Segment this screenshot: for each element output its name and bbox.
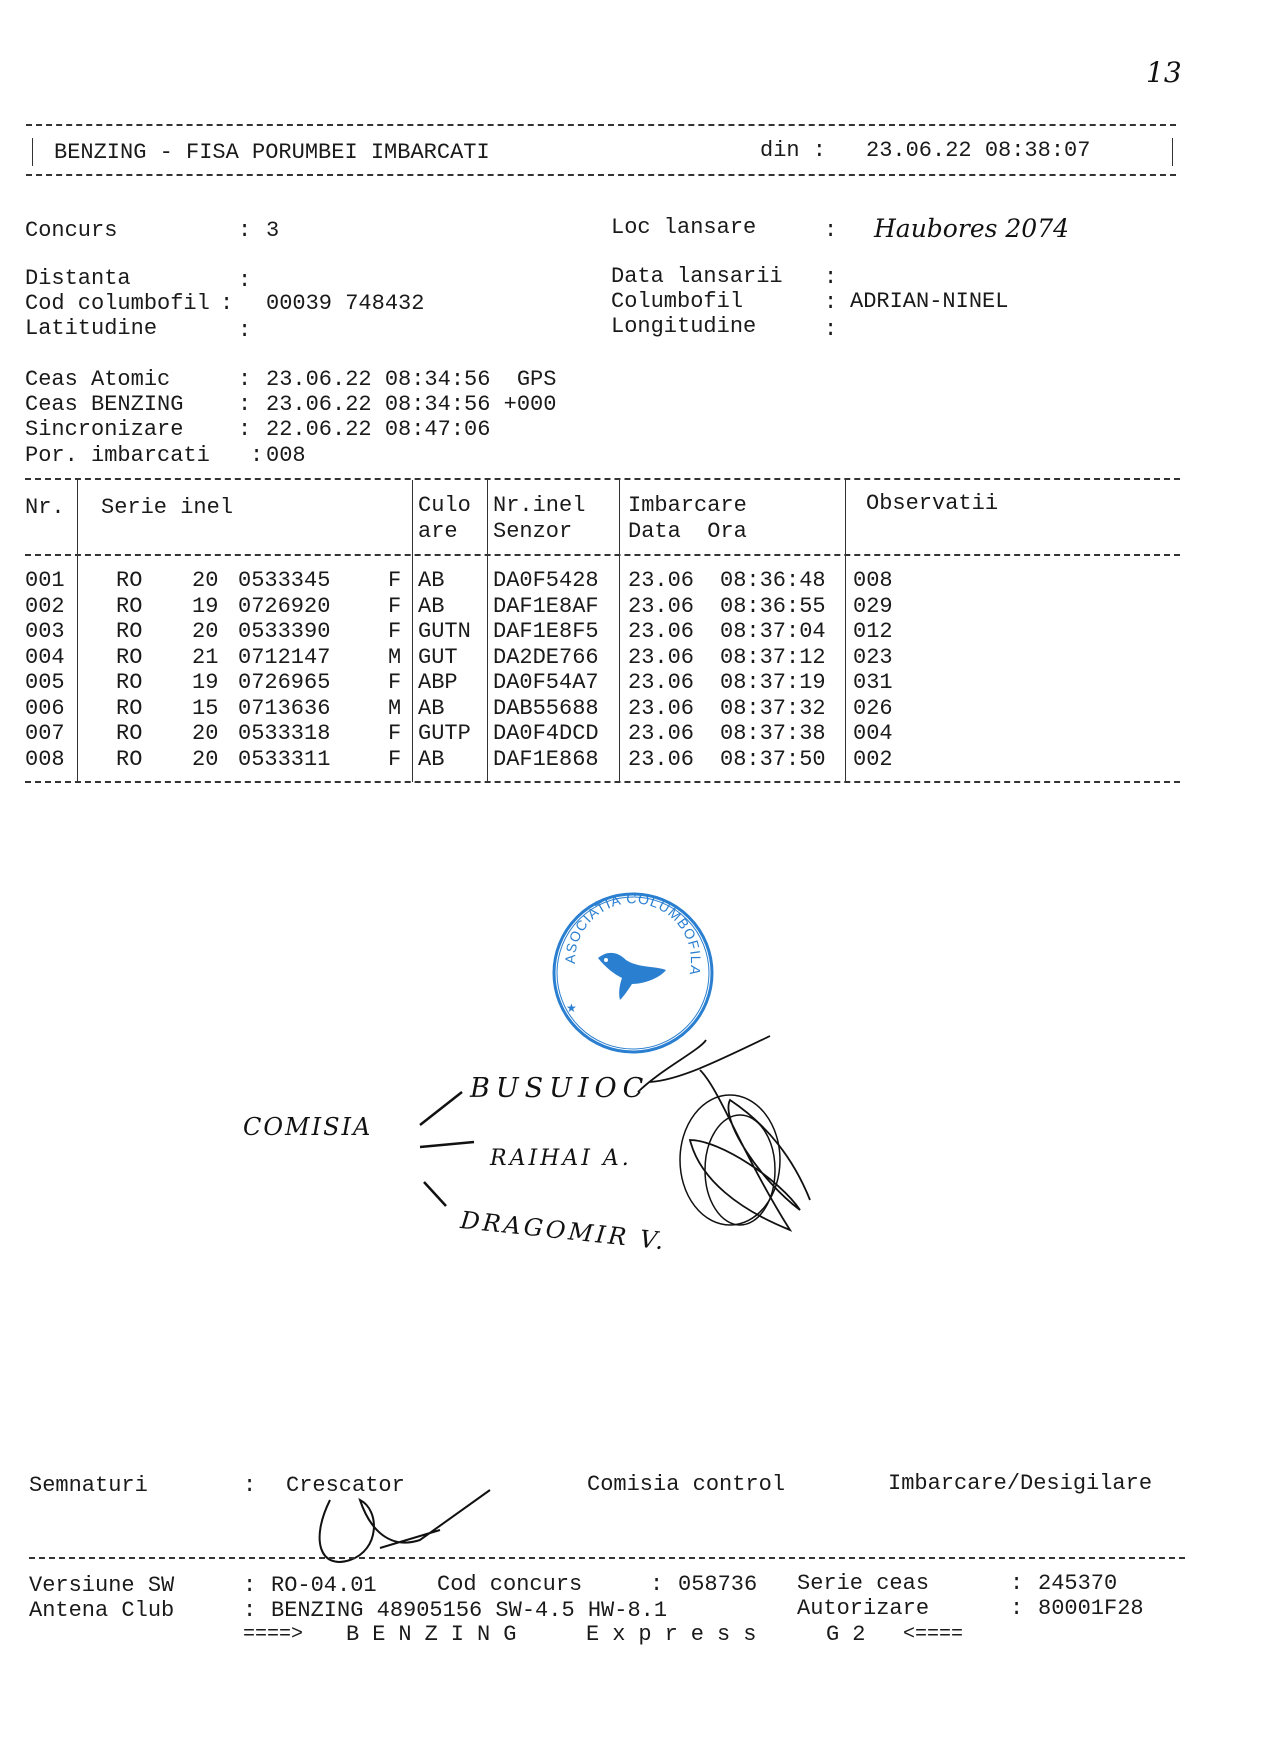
colon: : (238, 392, 252, 417)
cell-an: 20 (192, 746, 219, 772)
por-imbarcati-value: 008 (266, 443, 306, 468)
cod-concurs-value: 058736 (678, 1572, 758, 1597)
cell-obs: 002 (853, 746, 893, 772)
colon: : (824, 218, 838, 243)
loc-lansare-label: Loc lansare (611, 215, 757, 240)
brand-g2: G2 (826, 1622, 879, 1647)
cell-sex: F (388, 670, 402, 695)
ceas-benzing-value: 23.06.22 08:34:56 +000 (266, 392, 557, 417)
cell-culoare: AB (418, 695, 445, 721)
signature-loop (705, 1115, 775, 1225)
ceas-atomic-value: 23.06.22 08:34:56 GPS (266, 367, 557, 392)
stamp-star-icon: ★ (566, 1001, 577, 1015)
report-date-value: 23.06.22 08:38:07 (866, 138, 1091, 163)
autorizare-label: Autorizare (797, 1596, 930, 1621)
cell-nr: 004 (25, 644, 65, 670)
cell-senzor: DAF1E8AF (493, 593, 599, 619)
brand-benzing: BENZING (346, 1622, 530, 1647)
cell-inel: 0533390 (238, 619, 331, 644)
brand-arrow-right: <==== (903, 1623, 964, 1646)
col-header-observatii: Observatii (866, 491, 999, 516)
colon: : (243, 1573, 257, 1598)
cell-culoare: AB (418, 593, 445, 619)
colon: : (1010, 1596, 1024, 1621)
cell-senzor: DA0F4DCD (493, 721, 599, 746)
cell-ora: 08:37:19 (720, 670, 826, 695)
cell-an: 20 (192, 721, 219, 746)
cell-obs: 012 (853, 619, 893, 644)
sincronizare-value: 22.06.22 08:47:06 (266, 417, 491, 442)
cell-senzor: DA0F54A7 (493, 670, 599, 695)
cell-nr: 001 (25, 568, 65, 593)
cell-sex: F (388, 593, 402, 619)
col-header-nr-inel-2: Senzor (493, 519, 573, 544)
cell-inel: 0533318 (238, 721, 331, 746)
cell-obs: 026 (853, 695, 893, 721)
bracket-stroke-bottom (424, 1182, 446, 1206)
cell-ora: 08:36:55 (720, 593, 826, 619)
cell-data: 23.06 (628, 644, 695, 670)
col-header-serie-inel: Serie inel (101, 495, 234, 520)
cell-an: 20 (192, 568, 219, 593)
columbofil-value: ADRIAN-NINEL (850, 289, 1009, 314)
colon: : (238, 417, 252, 442)
cell-senzor: DAB55688 (493, 695, 599, 721)
latitudine-label: Latitudine (25, 316, 158, 341)
page-number: 13 (1146, 56, 1182, 89)
distanta-label: Distanta (25, 266, 131, 291)
cell-culoare: AB (418, 746, 445, 772)
por-imbarcati-label: Por. imbarcati (25, 443, 210, 468)
cell-data: 23.06 (628, 670, 695, 695)
cell-obs: 004 (853, 721, 893, 746)
commission-member-2: RAIHAI A. (490, 1146, 632, 1171)
cell-data: 23.06 (628, 721, 695, 746)
colon: : (238, 318, 252, 343)
serie-ceas-label: Serie ceas (797, 1571, 930, 1596)
cell-an: 20 (192, 619, 219, 644)
signature-imbarcare-desigilare: Imbarcare/Desigilare (888, 1471, 1153, 1496)
cell-senzor: DA2DE766 (493, 644, 599, 670)
brand-arrow-left: ====> (243, 1623, 304, 1646)
cell-ora: 08:37:50 (720, 746, 826, 772)
report-date-label: din : (760, 138, 827, 163)
signature-crescator: Crescator (286, 1473, 405, 1498)
cell-culoare: GUT (418, 644, 458, 670)
cell-culoare: AB (418, 568, 445, 593)
col-header-nr-inel-1: Nr.inel (493, 493, 586, 518)
cell-data: 23.06 (628, 695, 695, 721)
data-lansarii-label: Data lansarii (611, 264, 783, 289)
bracket-stroke-top (420, 1092, 462, 1125)
versiune-value: RO-04.01 (271, 1573, 377, 1598)
signature-comisia-control: Comisia control (587, 1472, 786, 1497)
cell-data: 23.06 (628, 593, 695, 619)
cell-senzor: DAF1E8F5 (493, 619, 599, 644)
longitudine-label: Longitudine (611, 314, 757, 339)
cell-sex: M (388, 644, 402, 670)
cell-nr: 007 (25, 721, 65, 746)
footer-rule (29, 1557, 1185, 1559)
cell-culoare: GUTN (418, 619, 471, 644)
antena-label: Antena Club (29, 1598, 175, 1623)
cell-data: 23.06 (628, 746, 695, 772)
cell-tara: RO (116, 593, 143, 619)
cod-concurs-label: Cod concurs (437, 1572, 583, 1597)
brand-express: Express (586, 1622, 770, 1647)
cell-tara: RO (116, 568, 143, 593)
cell-ora: 08:37:32 (720, 695, 826, 721)
cell-sex: F (388, 746, 402, 772)
cell-obs: 031 (853, 670, 893, 695)
breeder-signature (320, 1490, 490, 1562)
cell-nr: 008 (25, 746, 65, 772)
colon: : (243, 1473, 257, 1498)
colon: : (250, 443, 264, 468)
cell-an: 21 (192, 644, 219, 670)
col-header-imbarcare-1: Imbarcare (628, 493, 747, 518)
cell-inel: 0712147 (238, 644, 331, 670)
cell-an: 15 (192, 695, 219, 721)
cell-nr: 005 (25, 670, 65, 695)
cell-ora: 08:36:48 (720, 568, 826, 593)
colon: : (238, 367, 252, 392)
col-header-culoare-1: Culo (418, 493, 471, 518)
col-header-imbarcare-2: Data Ora (628, 519, 747, 544)
versiune-label: Versiune SW (29, 1573, 175, 1598)
cell-inel: 0726965 (238, 670, 331, 695)
cell-inel: 0533311 (238, 746, 331, 772)
cell-nr: 006 (25, 695, 65, 721)
cell-nr: 003 (25, 619, 65, 644)
cell-data: 23.06 (628, 568, 695, 593)
cell-tara: RO (116, 619, 143, 644)
cell-an: 19 (192, 593, 219, 619)
cell-an: 19 (192, 670, 219, 695)
cell-sex: F (388, 721, 402, 746)
ceas-benzing-label: Ceas BENZING (25, 392, 184, 417)
cell-ora: 08:37:12 (720, 644, 826, 670)
col-header-culoare-2: are (418, 519, 458, 544)
cell-sex: F (388, 619, 402, 644)
cell-ora: 08:37:38 (720, 721, 826, 746)
cell-tara: RO (116, 644, 143, 670)
cod-columbofil-label: Cod columbofil (25, 291, 210, 316)
colon: : (824, 290, 838, 315)
commission-member-3: DRAGOMIR V. (459, 1206, 668, 1256)
cell-ora: 08:37:04 (720, 619, 826, 644)
cell-sex: F (388, 568, 402, 593)
commission-signature (638, 1036, 810, 1230)
col-header-nr: Nr. (25, 495, 65, 520)
cell-senzor: DA0F5428 (493, 568, 599, 593)
commission-label: COMISIA (243, 1113, 373, 1141)
cell-senzor: DAF1E868 (493, 746, 599, 772)
cell-inel: 0533345 (238, 568, 331, 593)
cell-obs: 029 (853, 593, 893, 619)
cell-obs: 008 (853, 568, 893, 593)
report-title: BENZING - FISA PORUMBEI IMBARCATI (54, 140, 490, 165)
colon: : (824, 265, 838, 290)
cell-inel: 0713636 (238, 695, 331, 721)
cell-tara: RO (116, 695, 143, 721)
commission-member-1: BUSUIOC (470, 1073, 650, 1104)
cell-data: 23.06 (628, 619, 695, 644)
autorizare-value: 80001F28 (1038, 1596, 1144, 1621)
ceas-atomic-label: Ceas Atomic (25, 367, 171, 392)
colon: : (1010, 1571, 1024, 1596)
cod-columbofil-value: 00039 748432 (266, 291, 425, 316)
serie-ceas-value: 245370 (1038, 1571, 1118, 1596)
cell-inel: 0726920 (238, 593, 331, 619)
cell-nr: 002 (25, 593, 65, 619)
colon: : (824, 317, 838, 342)
cell-culoare: GUTP (418, 721, 471, 746)
cell-tara: RO (116, 721, 143, 746)
concurs-label: Concurs (25, 218, 118, 243)
bracket-stroke-middle (420, 1142, 474, 1147)
colon: : (243, 1598, 257, 1623)
colon: : (650, 1572, 664, 1597)
cell-obs: 023 (853, 644, 893, 670)
cell-sex: M (388, 695, 402, 721)
loc-lansare-value: Haubores 2074 (874, 214, 1070, 243)
cell-culoare: ABP (418, 670, 458, 695)
signatures-label: Semnaturi (29, 1473, 148, 1498)
concurs-value: 3 (266, 218, 280, 243)
colon: : (238, 218, 252, 243)
cell-tara: RO (116, 746, 143, 772)
cell-tara: RO (116, 670, 143, 695)
colon: : (238, 268, 252, 293)
colon: : (220, 291, 234, 316)
stamp-text-path: ASOCIATIA COLUMBOFILA (561, 890, 705, 978)
columbofil-label: Columbofil (611, 289, 744, 314)
sincronizare-label: Sincronizare (25, 417, 184, 442)
antena-value: BENZING 48905156 SW-4.5 HW-8.1 (271, 1598, 668, 1623)
